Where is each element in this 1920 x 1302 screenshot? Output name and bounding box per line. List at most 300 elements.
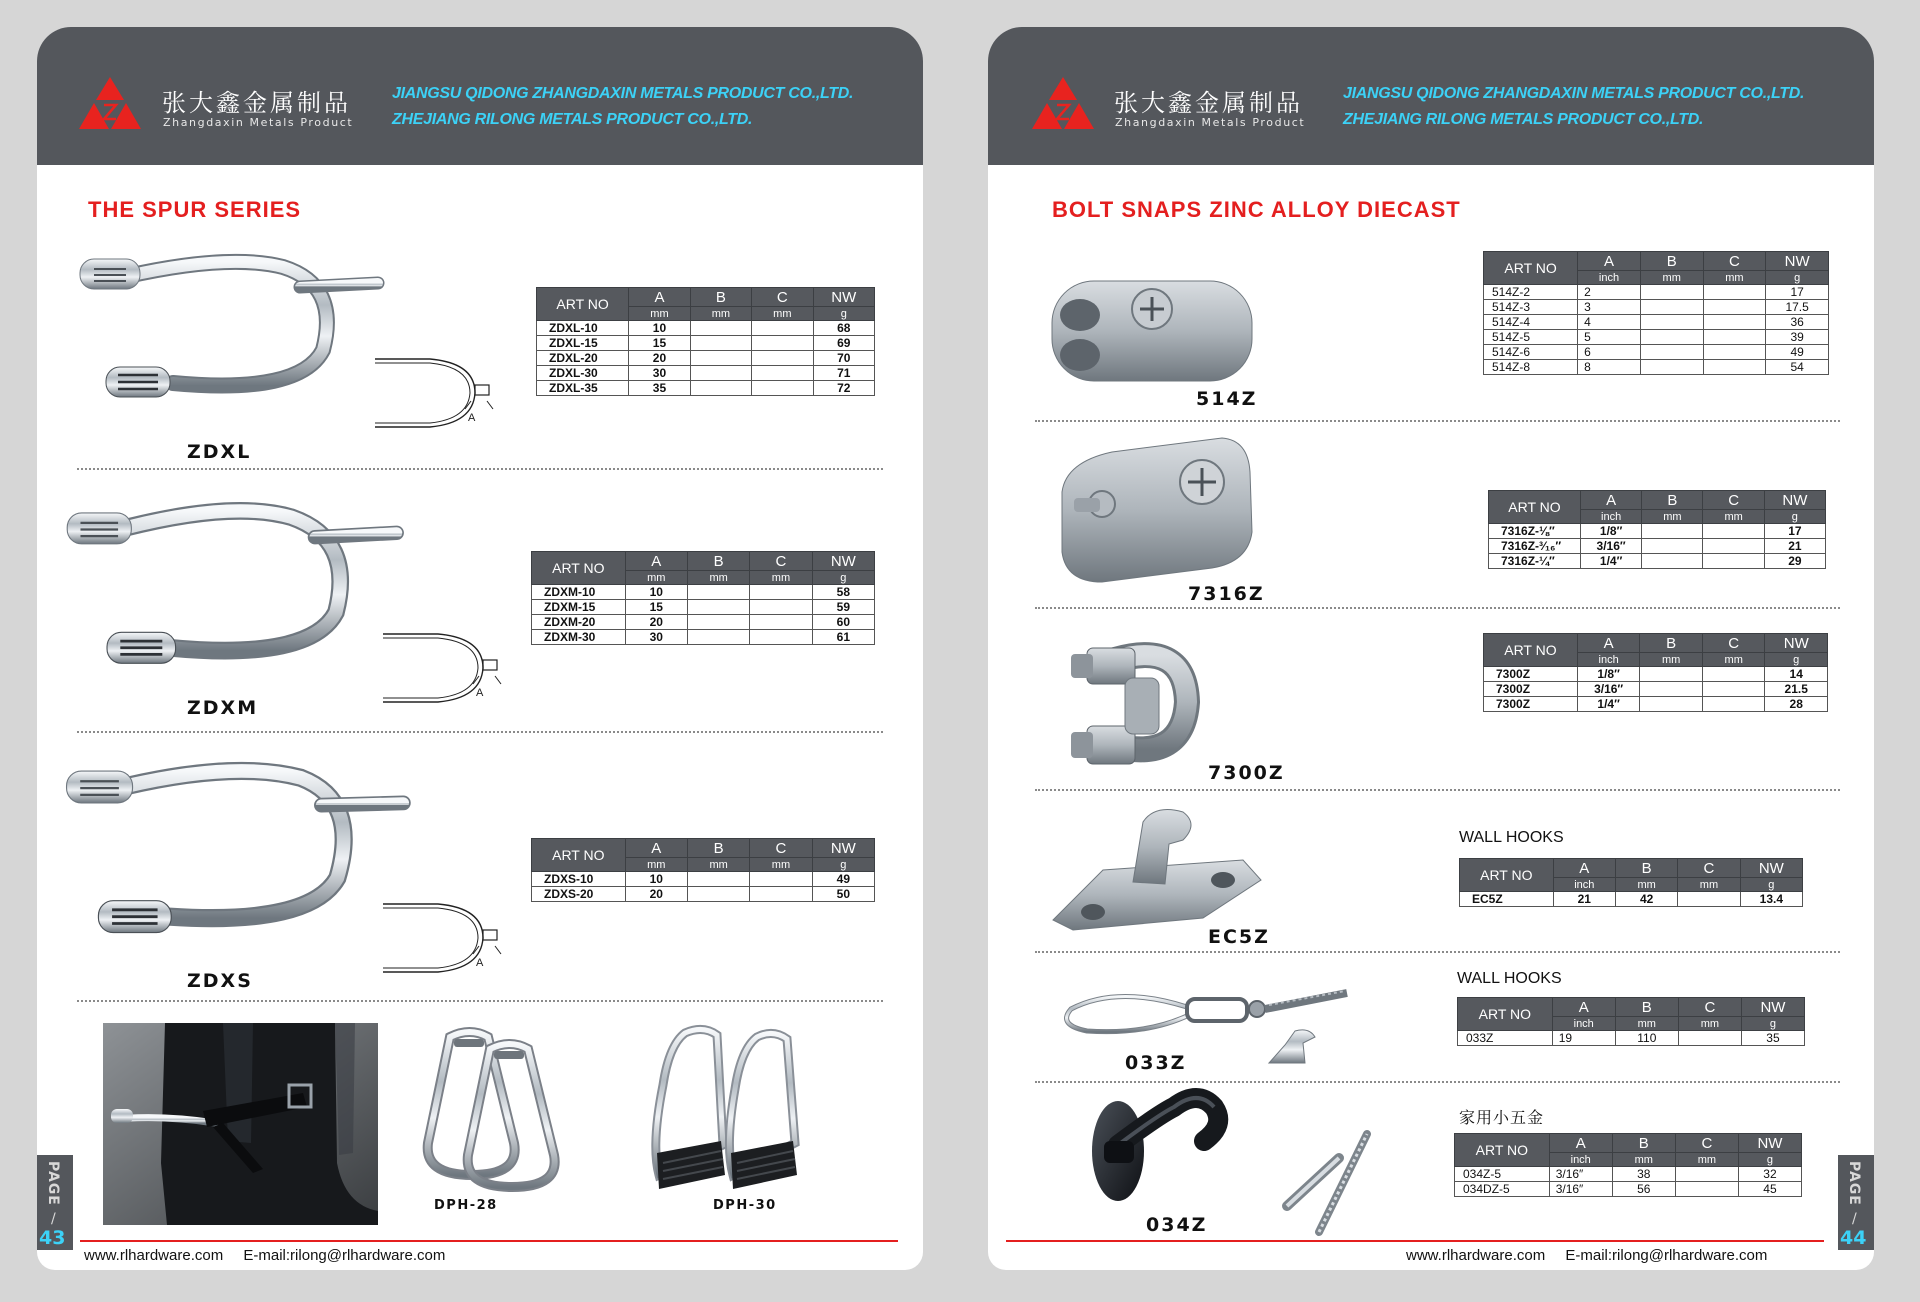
table-cell: ZDXM-20 [532, 615, 626, 630]
table-cell: 514Z-3 [1484, 300, 1578, 315]
table-cell [1702, 697, 1765, 712]
table-cell: ZDXS-20 [532, 887, 626, 902]
table-cell [750, 615, 812, 630]
table-cell: 4 [1578, 315, 1641, 330]
table-cell: 15 [629, 336, 690, 351]
table-row [1489, 554, 1826, 569]
table-cell: 39 [1766, 330, 1829, 345]
table-cell: 21 [1553, 892, 1615, 907]
table-cell: 32 [1738, 1167, 1801, 1182]
table-row [1484, 682, 1828, 697]
spec-table-034z [1454, 1133, 1802, 1197]
table-cell: 7300Z [1484, 667, 1578, 682]
spec-table-7300z [1483, 633, 1828, 712]
section-divider [77, 1000, 883, 1002]
col-header-art-no: ART NO [1455, 1134, 1550, 1167]
table-cell: 20 [625, 615, 687, 630]
table-body [1455, 1167, 1802, 1197]
table-cell: 1/8″ [1577, 667, 1640, 682]
table-header [1484, 252, 1829, 285]
col-header-a: A [1580, 491, 1641, 510]
table-cell [752, 351, 813, 366]
table-cell [1640, 360, 1703, 375]
table-cell: 8 [1578, 360, 1641, 375]
table-cell [1678, 1031, 1741, 1046]
spur-zdxs-diagram [383, 900, 518, 978]
table-cell: 19 [1552, 1031, 1615, 1046]
page-separator: / [51, 1211, 56, 1227]
col-unit: mm [752, 307, 813, 321]
col-header-b: B [1615, 859, 1677, 878]
table-header [532, 839, 875, 872]
col-unit: g [813, 307, 874, 321]
product-label-ec5z: EC5Z [1208, 926, 1270, 948]
table-cell: 1/4″ [1577, 697, 1640, 712]
col-unit: inch [1552, 1017, 1615, 1031]
hook-034z-image [1088, 1085, 1238, 1210]
table-row [532, 585, 875, 600]
table-row [537, 366, 875, 381]
col-unit: mm [687, 571, 749, 585]
spec-table-7316z [1488, 490, 1826, 569]
table-row [1484, 360, 1829, 375]
table-cell [1642, 554, 1703, 569]
product-label-514z: 514Z [1196, 388, 1258, 410]
table-cell: 514Z-8 [1484, 360, 1578, 375]
col-unit: g [812, 571, 874, 585]
table-cell: 72 [813, 381, 874, 396]
table-cell: 034DZ-5 [1455, 1182, 1550, 1197]
table-row [1484, 285, 1829, 300]
company-line-2: ZHEJIANG RILONG METALS PRODUCT CO.,LTD. [1343, 111, 1704, 128]
table-cell: 033Z [1458, 1031, 1553, 1046]
table-cell: 38 [1612, 1167, 1675, 1182]
table-cell: 17 [1764, 524, 1825, 539]
table-cell: ZDXM-10 [532, 585, 626, 600]
table-cell: 110 [1615, 1031, 1678, 1046]
col-unit: mm [687, 858, 749, 872]
col-unit: mm [1640, 653, 1703, 667]
col-header-art-no: ART NO [532, 552, 626, 585]
footer-website[interactable]: www.rlhardware.com [1406, 1247, 1546, 1264]
col-header-a: A [1577, 634, 1640, 653]
spec-table-514z [1483, 251, 1829, 375]
section-title: THE SPUR SERIES [88, 197, 302, 222]
brand-logo-icon [1025, 75, 1101, 131]
wire-clip-7316z-image [1052, 432, 1255, 590]
col-header-nw: NW [1738, 1134, 1801, 1153]
table-row [1489, 539, 1826, 554]
page-label: PAGE [1846, 1161, 1862, 1206]
table-cell: 45 [1738, 1182, 1801, 1197]
col-unit: mm [1615, 1017, 1678, 1031]
section-title: BOLT SNAPS ZINC ALLOY DIECAST [1052, 197, 1461, 222]
stirrup-dph28-image [420, 1025, 560, 1195]
page-number-tab [1838, 1155, 1874, 1250]
footer-rule [80, 1240, 898, 1242]
table-cell: 21 [1764, 539, 1825, 554]
table-row [532, 630, 875, 645]
table-body [1460, 892, 1803, 907]
table-cell [1640, 330, 1703, 345]
page-label: PAGE [45, 1161, 61, 1206]
catalog-page-left [37, 27, 923, 1270]
col-header-art-no: ART NO [1484, 634, 1578, 667]
table-cell: 7316Z-⅛″ [1489, 524, 1581, 539]
product-label-7316z: 7316Z [1188, 583, 1265, 605]
col-unit: mm [1675, 1153, 1738, 1167]
product-label-034z: 034Z [1146, 1214, 1208, 1236]
table-body [1489, 524, 1826, 569]
table-cell: 10 [625, 585, 687, 600]
table-cell [1640, 315, 1703, 330]
col-header-a: A [1549, 1134, 1612, 1153]
header-row [1458, 998, 1805, 1017]
table-row [532, 872, 875, 887]
table-cell [687, 887, 749, 902]
col-header-b: B [690, 288, 751, 307]
spec-table-zdxs [531, 838, 875, 902]
section-divider [1035, 951, 1840, 953]
col-header-c: C [1675, 1134, 1738, 1153]
table-cell: 3/16″ [1577, 682, 1640, 697]
table-cell [1703, 524, 1764, 539]
col-unit: g [1764, 510, 1825, 524]
table-cell: 58 [812, 585, 874, 600]
table-header [1458, 998, 1805, 1031]
col-unit: mm [625, 858, 687, 872]
table-cell [1703, 360, 1766, 375]
col-header-art-no: ART NO [1484, 252, 1578, 285]
brand-name-cn: 张大鑫金属制品 [1114, 89, 1303, 117]
section-divider [1035, 420, 1840, 422]
col-unit: mm [1615, 878, 1677, 892]
table-cell: 17.5 [1766, 300, 1829, 315]
table-cell [752, 381, 813, 396]
spur-zdxl-image [78, 245, 390, 425]
col-unit: mm [1612, 1153, 1675, 1167]
dimension-label: A [476, 957, 484, 969]
table-cell: ZDXL-15 [537, 336, 629, 351]
col-header-a: A [625, 552, 687, 571]
col-header-c: C [750, 552, 812, 571]
table-cell [752, 366, 813, 381]
header-row [1460, 859, 1803, 878]
table-cell: 5 [1578, 330, 1641, 345]
product-label-zdxl: ZDXL [187, 441, 252, 463]
table-row [1484, 345, 1829, 360]
header-row [1484, 252, 1829, 271]
table-cell [690, 336, 751, 351]
table-cell [1703, 539, 1764, 554]
table-cell: 10 [625, 872, 687, 887]
col-unit: mm [1703, 271, 1766, 285]
col-unit: inch [1580, 510, 1641, 524]
group-label-household: 家用小五金 [1459, 1108, 1545, 1127]
footer-rule [1006, 1240, 1824, 1242]
col-header-c: C [750, 839, 812, 858]
table-cell: 514Z-2 [1484, 285, 1578, 300]
table-cell: 28 [1765, 697, 1828, 712]
table-cell: 1/8″ [1580, 524, 1641, 539]
header-row [532, 839, 875, 858]
table-cell: 20 [629, 351, 690, 366]
col-header-nw: NW [812, 839, 874, 858]
col-unit: inch [1578, 271, 1641, 285]
company-line-1: JIANGSU QIDONG ZHANGDAXIN METALS PRODUCT CO.,LTD. [392, 85, 854, 102]
spur-zdxl-diagram [375, 355, 510, 433]
col-unit: mm [1678, 1017, 1741, 1031]
table-cell [1640, 697, 1703, 712]
col-header-art-no: ART NO [1460, 859, 1554, 892]
table-body [1458, 1031, 1805, 1046]
table-row [537, 336, 875, 351]
table-cell: 29 [1764, 554, 1825, 569]
table-cell [687, 600, 749, 615]
col-header-c: C [1703, 491, 1764, 510]
catalog-page-right [988, 27, 1874, 1270]
footer-email[interactable]: E-mail:rilong@rlhardware.com [243, 1247, 446, 1264]
product-label-zdxs: ZDXS [187, 970, 253, 992]
table-cell: 36 [1766, 315, 1829, 330]
table-row [1484, 315, 1829, 330]
col-unit: mm [1642, 510, 1703, 524]
table-cell: 42 [1615, 892, 1677, 907]
spur-zdxm-diagram [383, 630, 518, 708]
col-header-b: B [1612, 1134, 1675, 1153]
table-cell: 59 [812, 600, 874, 615]
table-cell: 514Z-5 [1484, 330, 1578, 345]
table-cell: ZDXM-30 [532, 630, 626, 645]
col-header-a: A [1578, 252, 1641, 271]
table-cell [1640, 667, 1703, 682]
dimension-label: A [468, 412, 476, 424]
section-divider [1035, 1081, 1840, 1083]
header-row [1489, 491, 1826, 510]
table-cell: 60 [812, 615, 874, 630]
footer-website[interactable]: www.rlhardware.com [84, 1247, 224, 1264]
table-cell [1702, 682, 1765, 697]
group-label-wall-hooks: WALL HOOKS [1457, 970, 1562, 987]
table-cell: 56 [1612, 1182, 1675, 1197]
col-header-c: C [1703, 252, 1766, 271]
table-row [537, 321, 875, 336]
table-cell [750, 600, 812, 615]
table-cell: 69 [813, 336, 874, 351]
page-header [988, 27, 1874, 165]
table-row [1484, 667, 1828, 682]
page-separator: / [1852, 1211, 1857, 1227]
table-body [532, 872, 875, 902]
table-cell [1642, 524, 1703, 539]
col-header-b: B [687, 552, 749, 571]
table-cell: 7300Z [1484, 697, 1578, 712]
table-row [537, 351, 875, 366]
col-unit: mm [1703, 510, 1764, 524]
header-row [1484, 634, 1828, 653]
table-header [532, 552, 875, 585]
company-line-1: JIANGSU QIDONG ZHANGDAXIN METALS PRODUCT CO.,LTD. [1343, 85, 1805, 102]
table-cell: 1/4″ [1580, 554, 1641, 569]
table-cell: 50 [812, 887, 874, 902]
table-cell [1675, 1182, 1738, 1197]
wire-clip-514z-image [1040, 263, 1263, 393]
hook-033z-bracket-image [1265, 1025, 1323, 1067]
spec-table-zdxm [531, 551, 875, 645]
table-cell: 13.4 [1740, 892, 1802, 907]
product-label-dph28: DPH-28 [434, 1198, 498, 1213]
table-cell: 61 [812, 630, 874, 645]
col-header-nw: NW [1741, 998, 1804, 1017]
table-cell: 49 [1766, 345, 1829, 360]
col-unit: g [1738, 1153, 1801, 1167]
table-row [1489, 524, 1826, 539]
table-cell [752, 321, 813, 336]
table-cell: 35 [1741, 1031, 1804, 1046]
header-row [537, 288, 875, 307]
col-header-art-no: ART NO [537, 288, 629, 321]
footer-email[interactable]: E-mail:rilong@rlhardware.com [1565, 1247, 1768, 1264]
col-unit: mm [1640, 271, 1703, 285]
header-row [1455, 1134, 1802, 1153]
table-cell: 7300Z [1484, 682, 1578, 697]
stirrup-dph30-image [645, 1025, 815, 1195]
col-header-c: C [1678, 859, 1740, 878]
table-cell: ZDXL-35 [537, 381, 629, 396]
table-cell: 034Z-5 [1455, 1167, 1550, 1182]
spec-table-ec5z [1459, 858, 1803, 907]
product-label-033z: 033Z [1125, 1052, 1187, 1074]
table-row [1455, 1167, 1802, 1182]
page-header [37, 27, 923, 165]
table-cell: 6 [1578, 345, 1641, 360]
table-cell [690, 321, 751, 336]
table-cell [687, 585, 749, 600]
table-header [1484, 634, 1828, 667]
col-unit: g [1740, 878, 1802, 892]
table-cell [687, 630, 749, 645]
product-label-7300z: 7300Z [1208, 762, 1285, 784]
spur-zdxm-image [65, 490, 410, 695]
page-number: 44 [1840, 1227, 1867, 1249]
section-divider [77, 468, 883, 470]
table-header [537, 288, 875, 321]
product-label-zdxm: ZDXM [187, 697, 259, 719]
table-cell [750, 630, 812, 645]
col-header-nw: NW [1766, 252, 1829, 271]
col-header-a: A [625, 839, 687, 858]
table-cell: ZDXM-15 [532, 600, 626, 615]
col-header-c: C [1678, 998, 1741, 1017]
table-row [1460, 892, 1803, 907]
col-unit: mm [750, 858, 812, 872]
table-cell [1675, 1167, 1738, 1182]
table-cell: EC5Z [1460, 892, 1554, 907]
table-row [1484, 330, 1829, 345]
table-cell: 21.5 [1765, 682, 1828, 697]
table-header [1455, 1134, 1802, 1167]
footer-contact [1406, 1247, 1783, 1264]
brand-name-en: Zhangdaxin Metals Product [163, 116, 354, 129]
hook-034z-screws-image [1283, 1128, 1373, 1238]
table-header [1460, 859, 1803, 892]
table-cell [1703, 345, 1766, 360]
table-row [1458, 1031, 1805, 1046]
table-body [1484, 667, 1828, 712]
col-unit: g [1741, 1017, 1804, 1031]
table-body [1484, 285, 1829, 375]
table-cell: 3 [1578, 300, 1641, 315]
table-header [1489, 491, 1826, 524]
table-cell [750, 585, 812, 600]
table-cell [1640, 285, 1703, 300]
table-cell: 10 [629, 321, 690, 336]
col-unit: g [1766, 271, 1829, 285]
brand-logo-icon [72, 75, 148, 131]
table-row [532, 615, 875, 630]
col-header-b: B [1615, 998, 1678, 1017]
table-cell [750, 872, 812, 887]
col-unit: mm [629, 307, 690, 321]
table-cell: 68 [813, 321, 874, 336]
col-header-art-no: ART NO [532, 839, 626, 872]
col-header-b: B [1640, 634, 1703, 653]
footer-contact [84, 1247, 461, 1264]
table-row [1484, 300, 1829, 315]
table-cell [1703, 300, 1766, 315]
table-cell: 20 [625, 887, 687, 902]
wall-hook-ec5z-image [1043, 800, 1270, 935]
col-unit: mm [1702, 653, 1765, 667]
company-line-2: ZHEJIANG RILONG METALS PRODUCT CO.,LTD. [392, 111, 753, 128]
table-cell: 2 [1578, 285, 1641, 300]
spec-table-033z [1457, 997, 1805, 1046]
col-header-nw: NW [812, 552, 874, 571]
col-unit: inch [1549, 1153, 1612, 1167]
col-unit: mm [625, 571, 687, 585]
table-cell: ZDXL-30 [537, 366, 629, 381]
table-cell: ZDXS-10 [532, 872, 626, 887]
col-unit: inch [1553, 878, 1615, 892]
table-cell: 17 [1766, 285, 1829, 300]
table-cell: 3/16″ [1580, 539, 1641, 554]
col-unit: inch [1577, 653, 1640, 667]
table-cell: ZDXL-10 [537, 321, 629, 336]
brand-name-en: Zhangdaxin Metals Product [1115, 116, 1306, 129]
table-row [1484, 697, 1828, 712]
spec-table-zdxl [536, 287, 875, 396]
table-cell [690, 351, 751, 366]
table-cell: 70 [813, 351, 874, 366]
table-row [537, 381, 875, 396]
col-header-nw: NW [1765, 634, 1828, 653]
col-header-c: C [752, 288, 813, 307]
table-cell [690, 366, 751, 381]
table-cell [687, 615, 749, 630]
table-cell: 514Z-4 [1484, 315, 1578, 330]
table-cell [1703, 315, 1766, 330]
col-header-a: A [629, 288, 690, 307]
col-header-a: A [1552, 998, 1615, 1017]
spur-zdxs-image [62, 755, 417, 960]
page-number: 43 [39, 1227, 66, 1249]
section-divider [1035, 789, 1840, 791]
product-label-dph30: DPH-30 [713, 1198, 777, 1213]
section-divider [1035, 607, 1840, 609]
table-cell: 54 [1766, 360, 1829, 375]
page-number-tab [37, 1155, 73, 1250]
col-header-nw: NW [1764, 491, 1825, 510]
